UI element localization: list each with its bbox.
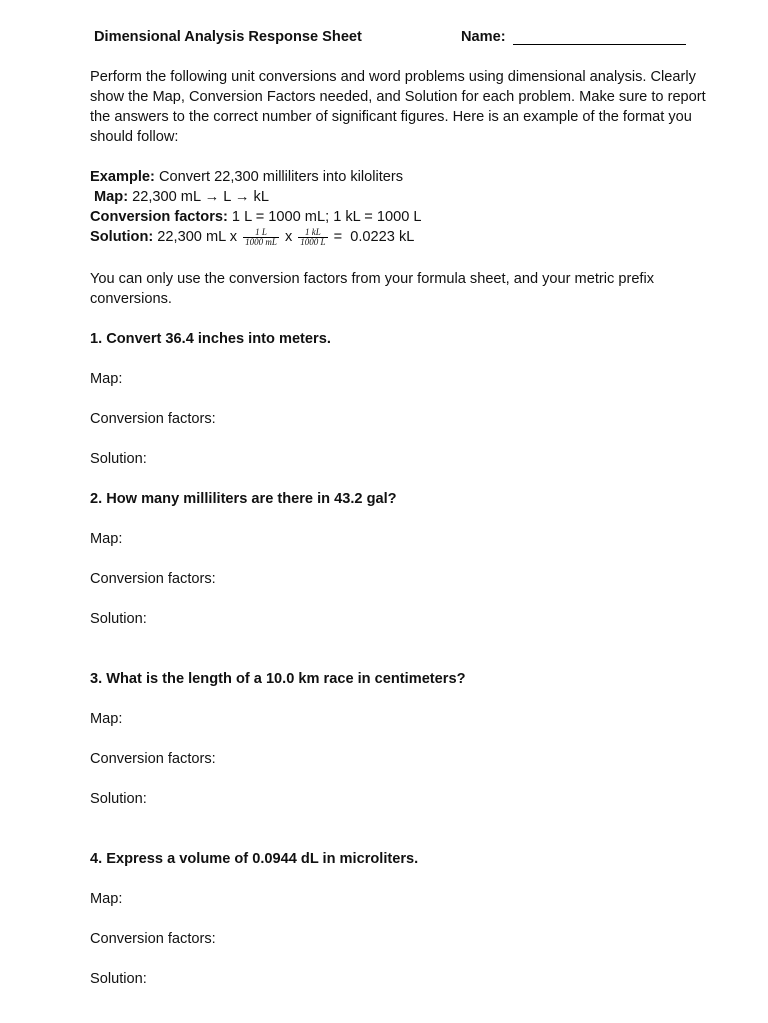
q3-map-label: Map:: [90, 711, 123, 727]
q1-map-label: Map:: [90, 371, 123, 387]
question-4: 4. Express a volume of 0.0944 dL in microliters.: [90, 851, 419, 867]
example-solution-label: Solution:: [90, 229, 154, 245]
q2-factors-label: Conversion factors:: [90, 571, 216, 587]
example-factors-text: 1 L = 1000 mL; 1 kL = 1000 L: [227, 209, 422, 225]
q1-factors-label: Conversion factors:: [90, 411, 216, 427]
fraction-2: [298, 228, 327, 247]
example-solution-line: [90, 227, 414, 247]
example-factors-label: Conversion factors:: [90, 209, 228, 225]
fraction-2-denominator: 1000 L: [300, 236, 326, 247]
note-line: conversions.: [90, 291, 172, 307]
instructions-line: show the Map, Conversion Factors needed, and Solution for each problem. Make sure to report: [90, 89, 706, 105]
question-1: 1. Convert 36.4 inches into meters.: [90, 331, 331, 347]
fraction-2-numerator: 1 kL: [298, 228, 327, 238]
instructions-line: should follow:: [90, 129, 179, 145]
fraction-1: [243, 228, 279, 247]
question-3: 3. What is the length of a 10.0 km race in centimeters?: [90, 671, 466, 687]
q4-map-label: Map:: [90, 891, 123, 907]
question-2: 2. How many milliliters are there in 43.2 gal?: [90, 491, 397, 507]
q3-solution-label: Solution:: [90, 791, 147, 807]
instructions-paragraph: [90, 67, 730, 147]
instructions-line: the answers to the correct number of significant figures. Here is an example of the format you: [90, 109, 692, 125]
name-label: Name:: [461, 29, 506, 45]
q4-solution-label: Solution:: [90, 971, 147, 987]
name-blank-line: [513, 44, 686, 45]
note-paragraph: [90, 269, 730, 309]
example-solution-start: 22,300 mL x: [153, 229, 242, 245]
example-map-label: Map:: [94, 189, 129, 205]
fraction-1-numerator: 1 L: [243, 228, 279, 238]
page-title: Dimensional Analysis Response Sheet: [94, 29, 362, 45]
example-map-text: 22,300 mL → L → kL: [128, 189, 269, 205]
example-solution-result: = 0.0223 kL: [329, 229, 415, 245]
q3-factors-label: Conversion factors:: [90, 751, 216, 767]
example-text: Convert 22,300 milliliters into kiloliters: [154, 169, 404, 185]
fraction-1-denominator: 1000 mL: [245, 236, 277, 247]
times-sign: x: [280, 229, 297, 245]
instructions-line: Perform the following unit conversions and word problems using dimensional analysis. Clearly: [90, 69, 696, 85]
example-label: Example:: [90, 169, 155, 185]
q2-map-label: Map:: [90, 531, 123, 547]
example-factors-line: [90, 207, 422, 227]
q2-solution-label: Solution:: [90, 611, 147, 627]
note-line: You can only use the conversion factors from your formula sheet, and your metric prefix: [90, 271, 655, 287]
q1-solution-label: Solution:: [90, 451, 147, 467]
example-map-line: [94, 187, 269, 207]
q4-factors-label: Conversion factors:: [90, 931, 216, 947]
example-line: [90, 167, 403, 187]
